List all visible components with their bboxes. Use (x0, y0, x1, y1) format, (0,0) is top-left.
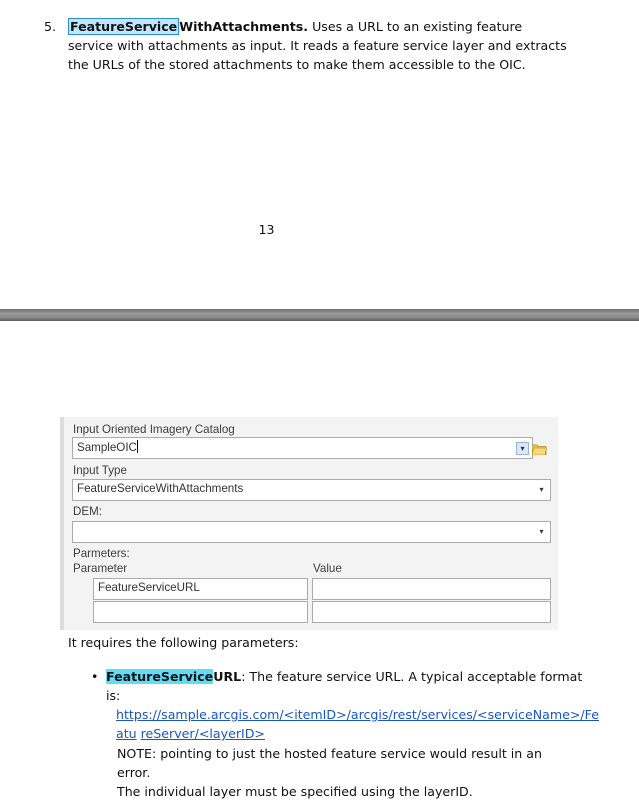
feature-service-url-item (106, 667, 599, 743)
list-number-5: 5. (44, 19, 57, 34)
parameter-cell[interactable]: FeatureServiceURL (93, 578, 308, 600)
page-separator (0, 309, 639, 321)
tool-dialog-image (60, 417, 558, 630)
text-cursor (137, 440, 138, 453)
param-description: : The feature service URL. A typical acceptable format is: (106, 669, 583, 703)
input-oic-combobox[interactable] (72, 437, 533, 459)
folder-icon[interactable] (532, 444, 547, 455)
note-line-2: The individual layer must be specified using the layerID. (117, 784, 473, 799)
value-cell[interactable] (312, 578, 551, 600)
dem-label: DEM: (73, 505, 102, 518)
column-header-value: Value (313, 562, 342, 575)
page-number: 13 (258, 222, 275, 237)
dialog-left-border (60, 417, 64, 630)
url-link[interactable]: https://sample.arcgis.com/<itemID>/arcgis/rest/services/<serviceName>/Fe (116, 707, 599, 722)
url-link-part1[interactable]: atu (116, 726, 137, 741)
dropdown-arrow-icon[interactable]: ▾ (539, 527, 544, 536)
requires-paragraph: It requires the following parameters: (68, 635, 299, 650)
search-highlight: FeatureService (70, 19, 178, 34)
url-link-part2[interactable]: reServer/<layerID> (140, 726, 265, 741)
note-line-1: NOTE: pointing to just the hosted feature service would result in an error. (117, 746, 542, 780)
input-type-value: FeatureServiceWithAttachments (77, 482, 244, 495)
bullet-symbol: • (91, 669, 99, 684)
search-highlight: FeatureService (106, 669, 214, 684)
dropdown-arrow-icon[interactable]: ▾ (516, 442, 529, 455)
parameter-cell[interactable] (93, 601, 308, 623)
note-paragraph (117, 744, 577, 801)
dem-select[interactable] (72, 521, 551, 543)
input-oic-label: Input Oriented Imagery Catalog (73, 423, 235, 436)
param-name-rest: URL (213, 669, 242, 684)
list-item-feature-service-with-attachments (68, 17, 568, 74)
parameters-label: Parmeters: (73, 547, 130, 560)
input-type-select[interactable] (72, 479, 551, 501)
item-description: Uses a URL to an existing feature service with attachments as input. It reads a feature service layer and extracts the URLs of the stored attachments to make them accessible to the OIC. (68, 19, 567, 72)
input-oic-value: SampleOIC (77, 441, 137, 454)
input-type-label: Input Type (73, 464, 127, 477)
value-cell[interactable] (312, 601, 551, 623)
dropdown-arrow-icon[interactable]: ▾ (539, 485, 544, 494)
item-title-rest: WithAttachments. (179, 19, 309, 34)
column-header-parameter: Parameter (73, 562, 128, 575)
